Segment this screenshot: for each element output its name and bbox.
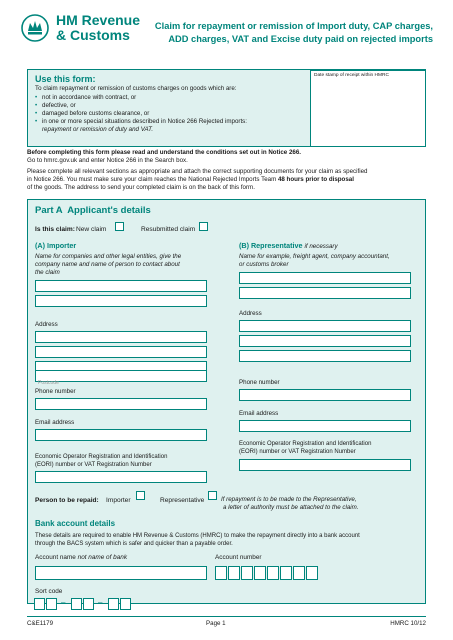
sort-code-dash: – [98, 598, 103, 607]
sort-code-digit[interactable] [83, 598, 94, 610]
importer-heading [35, 242, 76, 250]
bank-desc [35, 532, 360, 548]
account-name-label [35, 554, 127, 562]
account-number-digit[interactable] [215, 566, 227, 580]
importer-phone-label: Phone number [35, 388, 76, 395]
account-name-input[interactable] [35, 566, 207, 580]
representative-title: Representative [250, 241, 303, 250]
representative-eori-2: (EORI) number or VAT Registration Number [239, 449, 356, 455]
importer-address-input-2[interactable] [35, 346, 207, 358]
importer-phone-input[interactable] [35, 398, 207, 410]
account-number-digit[interactable] [267, 566, 279, 580]
account-number-digit[interactable] [280, 566, 292, 580]
sort-code-boxes [34, 598, 144, 610]
repaid-importer-label: Importer [106, 497, 131, 504]
use-this-form-panel [27, 69, 426, 147]
sort-code-digit[interactable] [46, 598, 57, 610]
form-title [155, 20, 433, 46]
account-number-digit[interactable] [293, 566, 305, 580]
instructions-goto: Go to hmrc.gov.uk and enter Notice 266 in the Search box. [27, 157, 188, 164]
footer-form-code: C&E1179 [27, 620, 54, 627]
importer-desc [35, 253, 181, 277]
account-number-digit[interactable] [306, 566, 318, 580]
importer-eori-label [35, 453, 167, 469]
instructions [27, 149, 427, 192]
importer-eori-2: (EORI) number or VAT Registration Number [35, 462, 152, 468]
representative-eori-input[interactable] [239, 459, 411, 471]
footer-rule [27, 616, 426, 617]
sort-code-digit[interactable] [34, 598, 45, 610]
bank-desc-2: through the BACS system which is safer and quicker than a payable order. [35, 541, 233, 547]
representative-address-input-2[interactable] [239, 335, 411, 347]
resubmitted-claim-checkbox[interactable] [199, 222, 208, 231]
instructions-para-3: of the goods. The address to send your completed claim is on the back of this form. [27, 184, 255, 191]
sort-code-digit[interactable] [108, 598, 119, 610]
form-title-line-2: ADD charges, VAT and Excise duty paid on rejected imports [168, 34, 433, 44]
repaid-importer-checkbox[interactable] [136, 491, 145, 500]
representative-eori-label [239, 440, 371, 456]
importer-desc-2: company name and name of person to contact about [35, 261, 180, 268]
instructions-para-2-text: in Notice 266. You must make sure your claim reaches the National Rejected Imports Team [27, 176, 278, 183]
bank-heading: Bank account details [35, 519, 116, 528]
sort-code-digit[interactable] [71, 598, 82, 610]
repaid-note [221, 496, 359, 512]
new-claim-checkbox[interactable] [115, 222, 124, 231]
repaid-representative-label: Representative [160, 497, 205, 504]
account-number-boxes [215, 566, 335, 580]
instructions-para-2 [27, 176, 427, 184]
importer-eori-1: Economic Operator Registration and Identification [35, 454, 168, 460]
importer-email-input[interactable] [35, 429, 207, 441]
bullet-item: • not in accordance with contract, or [35, 94, 325, 102]
representative-desc [239, 253, 390, 269]
repaid-note-1: If repayment is to be made to the Representative, [221, 496, 357, 503]
representative-phone-label: Phone number [239, 379, 280, 386]
form-title-line-1: Claim for repayment or remission of Import duty, CAP charges, [154, 21, 433, 31]
date-stamp-box [310, 70, 426, 147]
importer-address-label: Address [35, 321, 58, 328]
representative-desc-2: or customs broker [239, 261, 289, 268]
repaid-representative-checkbox[interactable] [208, 491, 217, 500]
representative-address-label: Address [239, 310, 262, 317]
importer-name-input-1[interactable] [35, 280, 207, 292]
sort-code-digit[interactable] [120, 598, 131, 610]
is-this-claim-label: Is this claim: [35, 226, 75, 233]
importer-letter: (A) [35, 241, 45, 250]
logo-line-1: HM Revenue [56, 12, 141, 28]
representative-address-input-1[interactable] [239, 320, 411, 332]
bullet-continuation: repayment or remission of duty and VAT. [42, 126, 154, 133]
person-repaid-label: Person to be repaid: [35, 497, 99, 504]
representative-letter: (B) [239, 241, 249, 250]
representative-phone-input[interactable] [239, 389, 411, 401]
representative-eori-1: Economic Operator Registration and Identification [239, 441, 372, 447]
representative-address-input-3[interactable] [239, 350, 411, 362]
postcode-placeholder: Postcode [38, 380, 59, 386]
account-number-digit[interactable] [228, 566, 240, 580]
representative-desc-1: Name for example, freight agent, company accountant, [239, 253, 390, 260]
bullet-item: • damaged before customs clearance, or [35, 110, 325, 118]
account-number-label: Account number [215, 554, 262, 561]
account-number-digit[interactable] [241, 566, 253, 580]
importer-title: Importer [46, 241, 77, 250]
use-form-heading: Use this form: [35, 74, 96, 84]
account-number-digit[interactable] [254, 566, 266, 580]
representative-name-input-2[interactable] [239, 287, 411, 299]
crown-crest-icon [20, 12, 50, 44]
importer-eori-input[interactable] [35, 471, 207, 483]
importer-desc-1: Name for companies and other legal entities, give the [35, 253, 182, 260]
representative-heading [239, 242, 338, 251]
representative-email-label: Email address [239, 410, 279, 417]
use-form-bullets [35, 94, 325, 126]
importer-name-input-2[interactable] [35, 295, 207, 307]
representative-name-input-1[interactable] [239, 272, 411, 284]
part-a-panel [27, 199, 426, 604]
logo-line-2: & Customs [56, 27, 130, 43]
importer-postcode-input[interactable] [35, 370, 207, 386]
instructions-para-2-bold: 48 hours prior to disposal [277, 176, 354, 183]
part-a-heading: Part A Applicant's details [35, 205, 151, 216]
date-stamp-label: Date stamp of receipt within HMRC [314, 73, 389, 78]
footer-version: HMRC 10/12 [390, 620, 426, 627]
repaid-note-2: a letter of authority must be attached to the claim. [223, 504, 359, 511]
footer-page-number: Page 1 [206, 620, 226, 627]
bank-desc-1: These details are required to enable HM Revenue & Customs (HMRC) to make the repayment directly into a bank account [35, 533, 360, 539]
new-claim-label: New claim [76, 226, 107, 233]
representative-if-necessary: if necessary [304, 243, 338, 250]
resubmitted-claim-label: Resubmitted claim [141, 226, 196, 233]
importer-desc-3: the claim [35, 269, 60, 276]
account-name-hint: not name of bank [77, 554, 128, 561]
bullet-item: • in one or more special situations described in Notice 266 Rejected imports: [35, 118, 325, 126]
sort-code-label: Sort code [35, 588, 63, 595]
hmrc-logo [20, 12, 150, 46]
importer-email-label: Email address [35, 419, 75, 426]
importer-address-input-1[interactable] [35, 331, 207, 343]
bullet-item: • defective, or [35, 102, 325, 110]
use-form-intro: To claim repayment or remission of customs charges on goods which are: [35, 85, 237, 92]
representative-email-input[interactable] [239, 420, 411, 432]
instructions-para-1: Please complete all relevant sections as appropriate and attach the correct supporting documents for your claim as specified [27, 168, 368, 175]
instructions-bold: Before completing this form please read and understand the conditions set out in Notice 266. [27, 149, 302, 156]
account-name-text: Account name [35, 554, 76, 561]
sort-code-dash: – [61, 598, 66, 607]
